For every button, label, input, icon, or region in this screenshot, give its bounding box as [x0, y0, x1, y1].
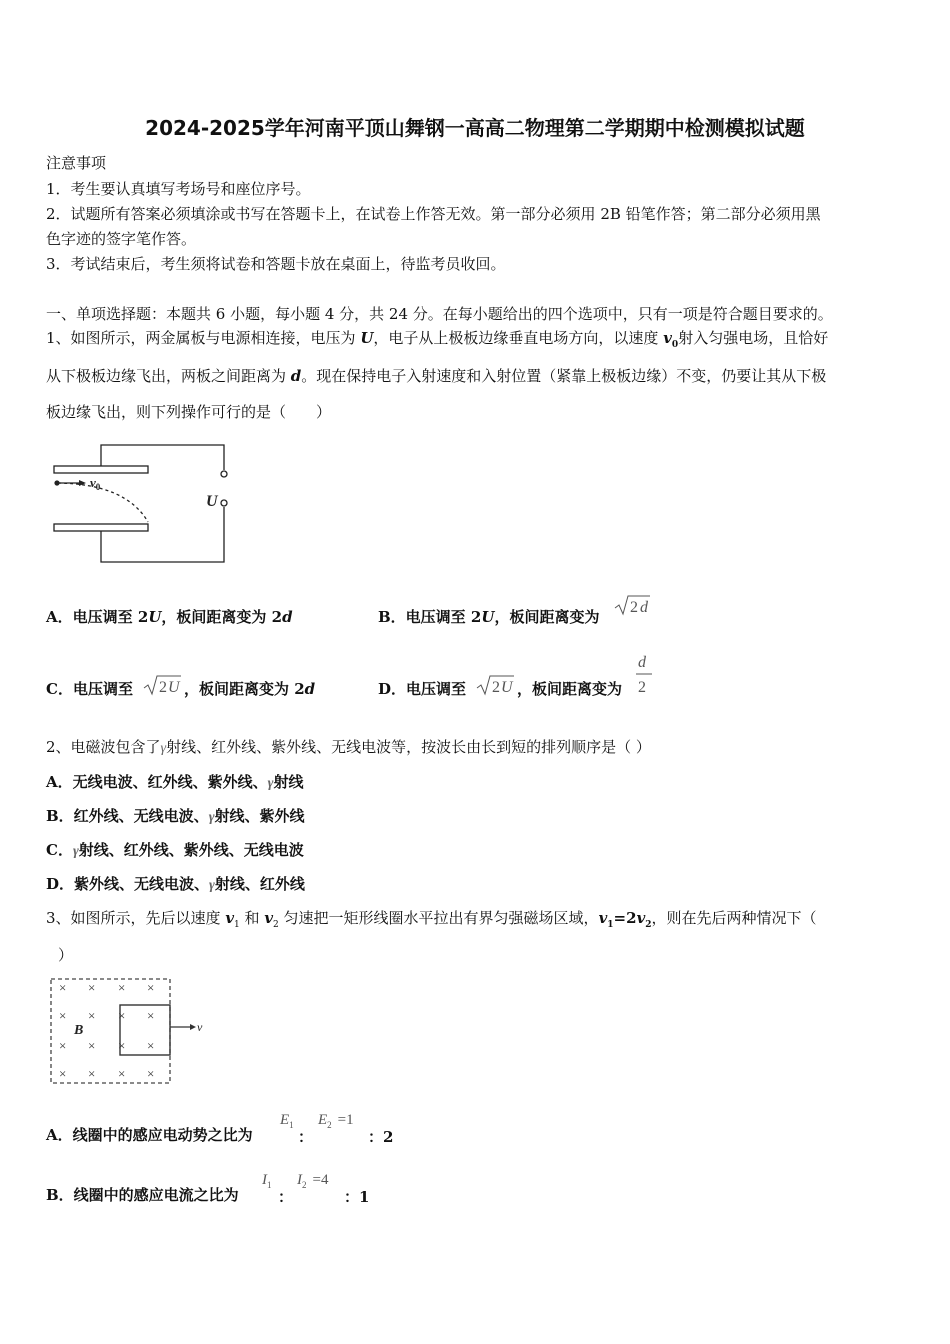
notice-item: 1．考生要认真填写考场号和座位序号。: [46, 180, 311, 198]
svg-text:×: ×: [118, 1066, 126, 1081]
svg-text:2: 2: [638, 679, 646, 696]
svg-text:×: ×: [59, 1066, 67, 1081]
coil: [120, 1005, 170, 1055]
svg-text:×: ×: [147, 1066, 155, 1081]
magnetic-field-coil-diagram: [46, 975, 216, 1087]
question-3-stem-end: ）: [58, 946, 74, 964]
svg-text:×: ×: [147, 1008, 155, 1023]
option-3a: A．线圈中的感应电动势之比为: [46, 1126, 253, 1144]
ratio-colon: ：: [298, 1128, 314, 1146]
question-3-stem: 3、如图所示，先后以速度 $v_1$ 和 $v_2$ 匀速把一矩形线圈水平拉出有界匀强磁场区域，$v_1=2v_2$，则在先后两种情况下（: [46, 909, 817, 930]
question-1-line-3: 板边缘飞出，则下列操作可行的是（ ）: [46, 403, 332, 421]
svg-text:×: ×: [147, 1038, 155, 1053]
svg-text:×: ×: [88, 1038, 96, 1053]
ratio-tail: ：2: [368, 1128, 394, 1146]
math-current-ratio-2: $I_2 =4$: [297, 1172, 329, 1190]
question-1-line-1: 1、如图所示，两金属板与电源相连接，电压为 U，电子从上极板边缘垂直电场方向，以速度 $v_0$射入匀强电场，且恰好: [46, 329, 829, 350]
option-1d-tail: ，板间距离变为: [517, 680, 623, 698]
math-sqrt2-U: [474, 673, 516, 699]
option-1b: B．电压调至 2U，板间距离变为: [378, 608, 600, 626]
svg-text:2: 2: [492, 679, 500, 696]
notice-item: 色字迹的签字笔作答。: [46, 230, 197, 248]
option-1c: C．电压调至: [46, 680, 133, 698]
option-3b: B．线圈中的感应电流之比为: [46, 1186, 239, 1204]
electron-trajectory: [58, 483, 148, 522]
svg-text:2: 2: [630, 599, 638, 616]
label-B: B: [74, 1023, 84, 1038]
option-1a: A．电压调至 2U，板间距离变为 2d: [46, 608, 293, 626]
page-title: 2024-2025学年河南平顶山舞钢一高高二物理第二学期期中检测模拟试题: [145, 116, 805, 140]
question-2-stem: 2、电磁波包含了γ射线、红外线、紫外线、无线电波等，按波长由长到短的排列顺序是（ ）: [46, 738, 651, 756]
svg-text:×: ×: [88, 980, 96, 995]
svg-text:×: ×: [147, 980, 155, 995]
svg-text:×: ×: [118, 1008, 126, 1023]
label-v: v: [197, 1020, 203, 1034]
svg-text:×: ×: [118, 1038, 126, 1053]
section-heading: 一、单项选择题：本题共 6 小题，每小题 4 分，共 24 分。在每小题给出的四个选项中，只有一项是符合题目要求的。: [46, 305, 833, 323]
math-emf-ratio-2: $E_2 =1$: [318, 1112, 354, 1130]
math-sqrt2-d: [612, 592, 652, 618]
svg-text:×: ×: [59, 1038, 67, 1053]
label-U: U: [206, 493, 218, 510]
svg-text:d: d: [638, 654, 646, 671]
svg-text:d: d: [640, 599, 648, 616]
math-fraction-d-over-2: [634, 650, 656, 698]
svg-text:×: ×: [118, 980, 126, 995]
svg-text:2: 2: [159, 679, 167, 696]
lower-terminal: [221, 500, 227, 506]
svg-text:U: U: [501, 679, 513, 696]
option-2d: D．紫外线、无线电波、γ射线、红外线: [46, 875, 305, 893]
lower-wire: [101, 507, 224, 562]
upper-plate: [54, 466, 148, 473]
upper-terminal: [221, 471, 227, 477]
ratio-tail: ：1: [344, 1188, 370, 1206]
math-sqrt2-U: [141, 673, 183, 699]
svg-text:×: ×: [59, 980, 67, 995]
notice-heading: 注意事项: [46, 154, 107, 172]
svg-text:×: ×: [88, 1066, 96, 1081]
option-2a: A．无线电波、红外线、紫外线、γ射线: [46, 773, 304, 791]
math-emf-ratio: $E_1$: [280, 1112, 294, 1130]
capacitor-circuit-diagram: [46, 440, 236, 570]
svg-text:×: ×: [88, 1008, 96, 1023]
question-1-line-2: 从下极板边缘飞出，两板之间距离为 d。现在保持电子入射速度和入射位置（紧靠上极板边缘）不变，仍要让其从下极: [46, 367, 827, 385]
math-current-ratio: $I_1$: [262, 1172, 272, 1190]
option-2b: B．红外线、无线电波、γ射线、紫外线: [46, 807, 305, 825]
label-v0: $v_0$: [90, 475, 101, 492]
option-2c: C．γ射线、红外线、紫外线、无线电波: [46, 841, 304, 859]
svg-text:×: ×: [59, 1008, 67, 1023]
notice-item: 2．试题所有答案必须填涂或书写在答题卡上，在试卷上作答无效。第一部分必须用 2B 铅笔作答；第二部分必须用黑: [46, 205, 821, 223]
notice-item: 3．考试结束后，考生须将试卷和答题卡放在桌面上，待监考员收回。: [46, 255, 506, 273]
option-1d: D．电压调至: [378, 680, 467, 698]
lower-plate: [54, 524, 148, 531]
ratio-colon: ：: [278, 1188, 294, 1206]
arrow-head-icon: [190, 1024, 196, 1030]
option-1c-tail: ，板间距离变为 2d: [184, 680, 316, 698]
svg-text:U: U: [168, 679, 180, 696]
